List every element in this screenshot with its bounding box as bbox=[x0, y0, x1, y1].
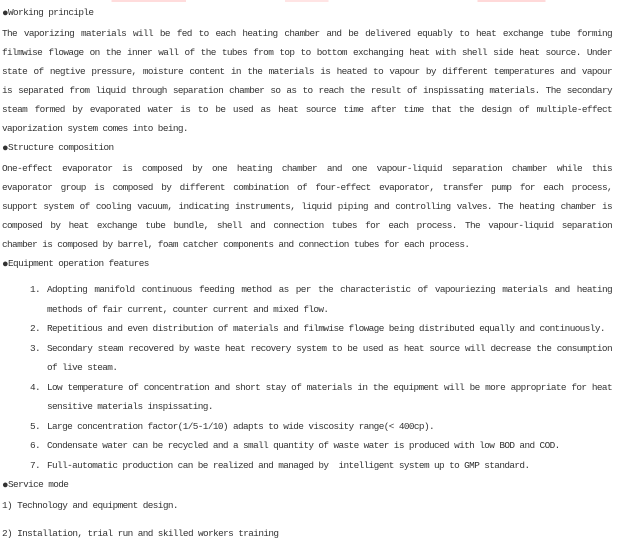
list-item-number: 3. bbox=[30, 342, 41, 354]
list-item-number: 5. bbox=[30, 420, 41, 432]
list-item-text: of live steam. bbox=[47, 362, 118, 373]
list-item-text: Full-automatic production can be realized and managed by intelligent system up to GMP standard. bbox=[47, 459, 530, 471]
paragraph-structure-composition bbox=[2, 159, 612, 254]
section-title-equipment-operation-features: Equipment operation features bbox=[8, 258, 149, 269]
bullet-icon: ● bbox=[2, 143, 9, 155]
section-heading-service-mode bbox=[2, 475, 612, 496]
section-structure-composition bbox=[2, 138, 612, 254]
paragraph-line: vaporization system comes into being. bbox=[2, 123, 188, 134]
numbered-list bbox=[2, 280, 612, 475]
document-content bbox=[2, 3, 612, 543]
paragraph-line: The vaporizing materials will be fed to each heating chamber and be delivered equably to heat exchange tube forming bbox=[2, 28, 612, 39]
list-item-number: 2. bbox=[30, 323, 41, 334]
paragraph-line: composed by heat exchange tube bundle, shell and connection tubes for each process. The vapour-liquid separation bbox=[2, 220, 612, 231]
bullet-icon: ● bbox=[2, 480, 9, 492]
paragraph-line: support system of cooling vacuum, indicating instruments, liquid piping and controlling valves. The heating chamber is bbox=[2, 201, 612, 212]
list-item-line bbox=[2, 339, 612, 359]
paragraph-line: filmwise flowage on the inner wall of the tubes from top to bottom exchanging heat with shell side heat source. Under bbox=[2, 47, 612, 58]
section-title-structure-composition: Structure composition bbox=[8, 142, 114, 153]
section-heading-equipment-operation-features bbox=[2, 254, 612, 275]
list-item-line bbox=[2, 280, 612, 300]
section-title-service-mode: Service mode bbox=[8, 479, 69, 490]
section-service-mode bbox=[2, 475, 612, 543]
section-equipment-operation-features bbox=[2, 254, 612, 475]
list-item-number: 6. bbox=[30, 440, 41, 451]
paragraph-line: chamber is composed by barrel, foam catcher components and connection tubes for each process. bbox=[2, 239, 470, 250]
list-item-text: Large concentration factor(1/5-1/10) adapts to wide viscosity range(< 400cp). bbox=[47, 420, 434, 432]
list-item-line bbox=[2, 378, 612, 398]
paragraph-line: is separated from liquid through separation chamber so as to reach the result of inspissating materials. The secondary bbox=[2, 85, 612, 96]
list-item-text: Secondary steam recovered by waste heat recovery system to be used as heat source will decrease the consumption bbox=[47, 342, 612, 354]
list-item-line bbox=[2, 300, 612, 320]
list-item-text: Low temperature of concentration and short stay of materials in the equipment will be more appropriate for heat bbox=[47, 381, 612, 393]
paragraph-line: One-effect evaporator is composed by one heating chamber and one vapour-liquid separation chamber while this bbox=[2, 163, 612, 174]
paragraph-line: state of negtive pressure, moisture content in the materials is heated to vapour by different temperatures and vapour bbox=[2, 66, 612, 77]
paragraph-working-principle bbox=[2, 24, 612, 138]
bullet-icon: ● bbox=[2, 259, 9, 271]
service-line-2: 2) Installation, trial run and skilled workers training bbox=[2, 528, 279, 539]
list-item-number: 7. bbox=[30, 459, 41, 471]
list-item-text: Repetitious and even distribution of materials and filmwise flowage being distributed equally and continuously. bbox=[47, 323, 605, 334]
list-item-line bbox=[2, 358, 612, 378]
section-title-working-principle: Working principle bbox=[8, 7, 94, 18]
list-item-text: sensitive materials inspissating. bbox=[47, 401, 213, 412]
list-item-line bbox=[2, 456, 612, 476]
list-item-number: 1. bbox=[30, 284, 41, 295]
service-line-1: 1) Technology and equipment design. bbox=[2, 500, 178, 511]
list-item-number: 4. bbox=[30, 381, 41, 393]
list-item-line bbox=[2, 319, 612, 339]
section-heading-working-principle bbox=[2, 3, 612, 24]
list-item-line bbox=[2, 397, 612, 417]
paragraph-line: evaporator group is composed by different combination of four-effect evaporator, transfer pump for each process, bbox=[2, 182, 612, 193]
bullet-icon: ● bbox=[2, 8, 9, 20]
section-heading-structure-composition bbox=[2, 138, 612, 159]
section-working-principle bbox=[2, 3, 612, 138]
list-item-text: Condensate water can be recycled and a small quantity of waste water is produced with low BOD and COD. bbox=[47, 440, 560, 451]
list-item-line bbox=[2, 417, 612, 437]
list-item-text: methods of fair current, counter current and mixed flow. bbox=[47, 303, 329, 315]
list-item-line bbox=[2, 436, 612, 456]
list-item-text: Adopting manifold continuous feeding method as per the characteristic of vapouriezing materials and heating bbox=[47, 284, 612, 295]
paragraph-line: steam formed by evaporated water is to be used as heat source time after time that the design of multiple-effect bbox=[2, 104, 612, 115]
